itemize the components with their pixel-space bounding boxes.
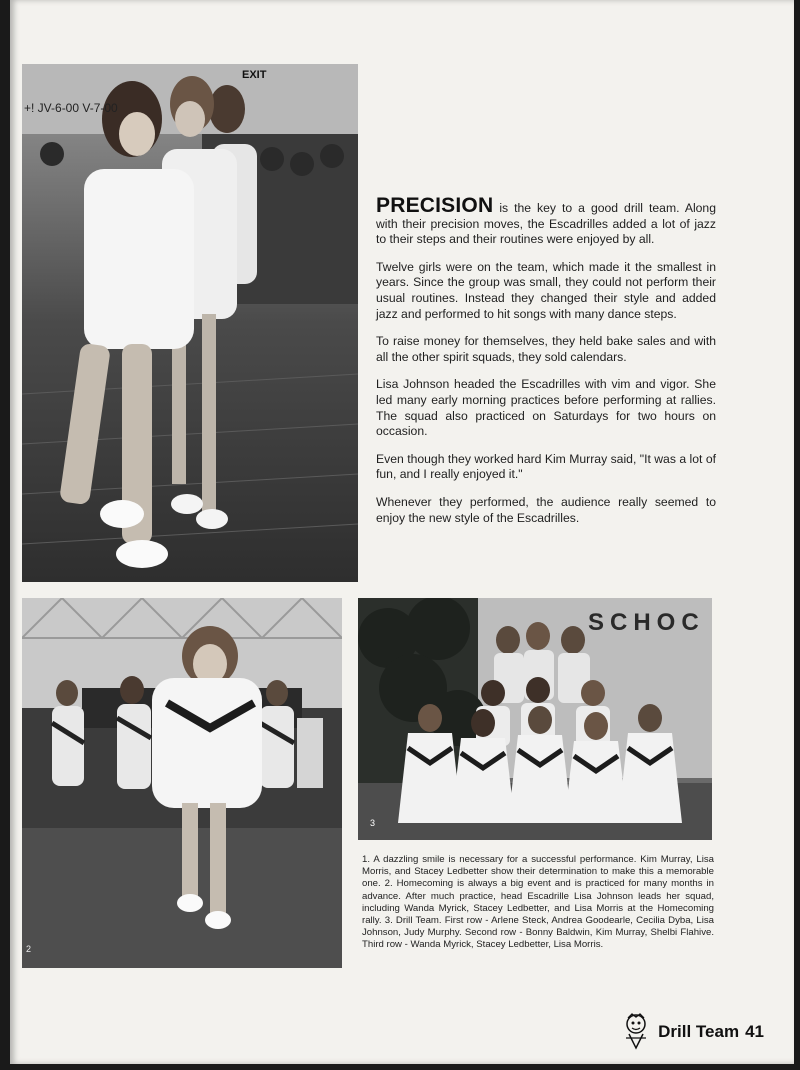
lead-text: is the key to a good drill team. Along with their precision moves, the Escadrilles added a lot of jazz to their steps and their routines were enjoyed by all.: [376, 201, 716, 247]
article-lead-paragraph: [376, 194, 716, 248]
article-paragraph: Twelve girls were on the team, which made it the smallest in years. Since the group was small, they could not perform their usual routines. Instead they changed their style and added jazz and performed to hit songs with many dance steps.: [376, 259, 716, 321]
section-label: Drill Team: [658, 1022, 740, 1041]
yearbook-page: [10, 0, 794, 1064]
page-footer: [620, 1012, 764, 1052]
article-paragraph: To raise money for themselves, they held bake sales and with all the other spirit squads, they sold calendars.: [376, 334, 716, 364]
mascot-icon: [620, 1012, 652, 1052]
article-paragraph: Whenever they performed, the audience really seemed to enjoy the new style of the Escadrilles.: [376, 494, 716, 525]
exit-sign-text: EXIT: [242, 69, 267, 81]
photo-dancers-closeup: [22, 64, 358, 582]
photo-team-group: [358, 598, 712, 840]
school-sign-text: SCHOC: [588, 609, 705, 636]
article-body: [376, 194, 716, 538]
photo-number: 2: [26, 944, 32, 954]
page-number: 41: [745, 1022, 764, 1041]
article-paragraph: Even though they worked hard Kim Murray said, "It was a lot of fun, and I really enjoyed it.": [376, 451, 716, 482]
article-paragraph: Lisa Johnson headed the Escadrilles with vim and vigor. She led many early morning practices before performing at rallies. The squad also practiced on Saturdays for two hours on occasion.: [376, 377, 716, 439]
photo-number: 3: [370, 818, 376, 828]
photo-homecoming-rally: [22, 598, 342, 968]
scoreboard-text: +! JV-6-00 V-7-00: [24, 101, 118, 115]
photo-caption: 1. A dazzling smile is necessary for a successful performance. Kim Murray, Lisa Morris, and Stacey Ledbetter show their determination to make this a memorable one. 2. Homecoming is always a big event and is practiced for many months in advance. After much practice, head Escadrille Lisa Johnson leads her squad, including Wanda Myrick, Stacey Ledbetter, and Lisa Morris at the Homecoming rally. 3. Drill Team. First row - Arlene Steck, Andrea Goodearle, Cecilia Dyba, Lisa Johnson, Judy Murphy. Second row - Bonny Baldwin, Kim Murray, Shelbi Flahive. Third row - Wanda Myrick, Stacey Ledbetter, Lisa Morris.: [362, 854, 714, 951]
headword: PRECISION: [376, 194, 494, 217]
